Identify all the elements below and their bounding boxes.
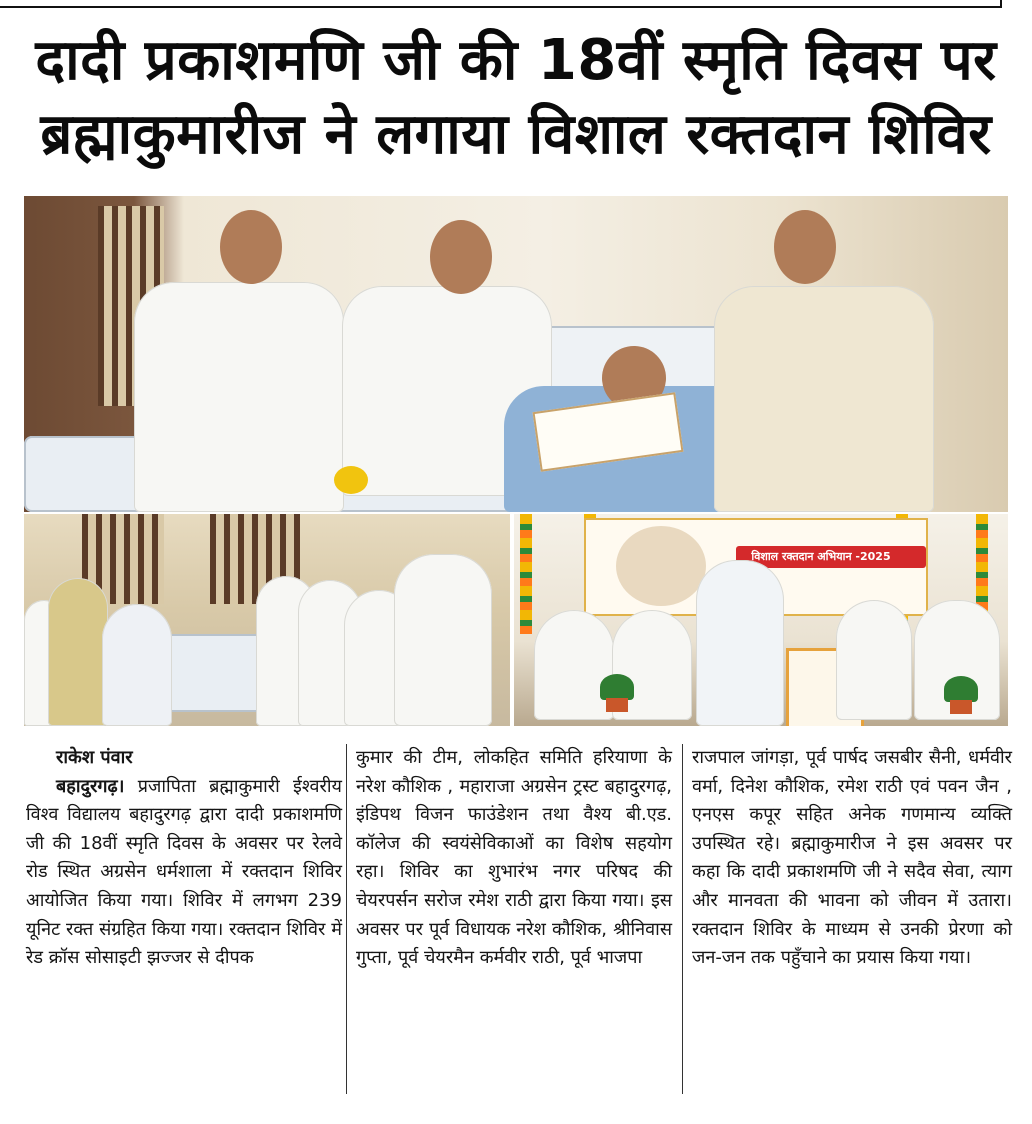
photo-stage-speaker [514, 514, 1008, 726]
person-center-head [430, 220, 492, 294]
person-white-kurta [394, 554, 492, 726]
person-left-head [220, 210, 282, 284]
article-text-col2: कुमार की टीम, लोकहित समिति हरियाणा के नरेश कौशिक , महाराजा अग्रसेन ट्रस्ट बहादुरगढ़, इंडिपथ विजन फाउंडेशन तथा वैश्य बी.एड. कॉलेज की स्वयंसेविकाओं का विशेष सहयोग रहा। शिविर का शुभारंभ नगर परिषद की चेयरपर्सन सरोज रमेश राठी द्वारा किया गया। इस अवसर पर पूर्व विधायक नरेश कौशिक, श्रीनिवास गुप्ता, पूर्व चेयरमैन कर्मवीर राठी, पूर्व भाजपा [356, 747, 672, 969]
person-checked-shirt [48, 578, 108, 726]
article-text-col3: राजपाल जांगड़ा, पूर्व पार्षद जसबीर सैनी, धर्मवीर वर्मा, दिनेश कौशिक, रमेश राठी एवं पवन जैन , एनएस कपूर सहित अनेक गणमान्य व्यक्ति उपस्थित रहे। ब्रह्माकुमारीज ने इस अवसर पर कहा कि दादी प्रकाशमणि जी ने सदैव सेवा, त्याग और मानवता की भावना को जीवन में उतारा। रक्तदान शिविर के माध्यम से उनकी प्रेरणा को जन-जन तक पहुँचाने का प्रयास किया गया। [692, 747, 1012, 969]
headline [18, 24, 1014, 172]
column-divider-1 [346, 744, 347, 1094]
seated-sister-1 [534, 610, 614, 720]
stress-ball [334, 466, 368, 494]
article-column-3 [692, 744, 1012, 973]
garland-left [520, 514, 532, 634]
article-text-col1: प्रजापिता ब्रह्माकुमारी ईश्वरीय विश्व विद्यालय बहादुरगढ़ द्वारा दादी प्रकाशमणि जी की 18वीं स्मृति दिवस के अवसर पर रेलवे रोड स्थित अग्रसेन धर्मशाला में रक्तदान शिविर आयोजित किया गया। शिविर में लगभग 239 यूनिट रक्त संग्रहित किया गया। रक्तदान शिविर में रेड क्रॉस सोसाइटी झज्जर से दीपक [26, 775, 342, 969]
person-lab-coat [102, 604, 172, 726]
top-border-rule [0, 0, 1002, 8]
photo-blood-donation-room [24, 514, 510, 726]
pot-1 [606, 698, 628, 712]
headline-line-1: दादी प्रकाशमणि जी की 18वीं स्मृति दिवस पर [35, 28, 997, 93]
person-left-white-kurta [134, 282, 344, 512]
potted-plant-1 [600, 674, 634, 700]
person-right-head [774, 210, 836, 284]
banner-title-text: विशाल रक्तदान अभियान -2025 [751, 550, 891, 563]
main-photo-certificate-presentation [24, 196, 1008, 512]
headline-line-2: ब्रह्माकुमारीज ने लगाया विशाल रक्तदान शिविर [40, 102, 992, 167]
article-column-1 [26, 744, 342, 973]
seated-person-3 [836, 600, 912, 720]
person-right-cream-kurta [714, 286, 934, 512]
speaker-with-microphone [696, 560, 784, 726]
pot-2 [950, 700, 972, 714]
article-column-2 [356, 744, 672, 973]
dateline-place: बहादुरगढ़। [56, 775, 125, 797]
potted-plant-2 [944, 676, 978, 702]
column-divider-2 [682, 744, 683, 1094]
byline: राकेश पंवार [56, 747, 133, 768]
banner-portrait [616, 526, 706, 606]
